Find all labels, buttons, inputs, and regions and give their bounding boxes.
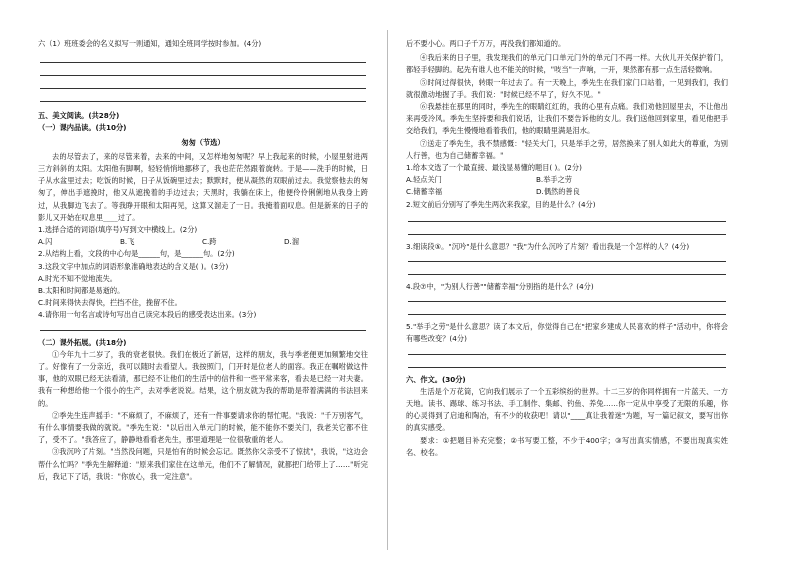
answer-line[interactable] xyxy=(408,306,726,315)
passage-paragraph: 去的尽管去了，来的尽管来着，去来的中间，又怎样地匆匆呢？早上我起来的时候，小屋里射进两三方斜斜的太阳。太阳他有脚啊，轻轻悄悄地挪移了，我也茫茫然跟着旋转。于是——洗手的时候，日子从水盆里过去；吃饭的时候，日子从饭碗里过去；默默时，便从凝然的双眼前过去。我觉察他去的匆匆了，伸出手遮挽时，他又从遮挽着的手边过去；天黑时，我躺在床上，他便伶伶俐俐地从我身上跨过，从我脚边飞去了。等我睁开眼和太阳再见，这算又溜走了一日。我掩着面叹息。但是新来的日子的影儿又开始在叹息里____过了。 xyxy=(38,151,368,222)
option[interactable]: D.偶然的善良 xyxy=(536,187,580,197)
question-2: 2.从结构上看，文段的中心句是______句，是______句。(2分) xyxy=(38,249,235,259)
question-3: 3.这段文字中加点的词语形象准确地表达的含义是( )。(3分) xyxy=(38,261,229,271)
reading-question-2: 2.短文前后分别写了季先生两次来我家，目的是什么？(4分) xyxy=(406,199,596,209)
answer-line[interactable] xyxy=(408,226,726,235)
answer-line[interactable] xyxy=(40,80,366,89)
question-4: 4.请你用一句名言或诗句写出自己读完本段后的感受表达出来。(3分) xyxy=(38,310,257,320)
answer-line[interactable] xyxy=(408,266,726,275)
passage-title: 匆匆（节选） xyxy=(181,137,225,147)
option[interactable]: B.举手之劳 xyxy=(536,175,572,185)
reading-question-5: 5."举手之劳"是什么意思？读了本文后，你觉得自己在"把家乡建成人民喜欢的样子"活动中，你将会有哪些改变？(4分) xyxy=(406,322,728,344)
answer-line[interactable] xyxy=(408,213,726,222)
option[interactable]: C.时间来得快去得快，拦挡不住，挽留不住。 xyxy=(38,298,182,308)
extension-paragraph: ⑦送走了季先生，我不禁感慨："轻关大门，只是举手之劳，居然换来了别人如此大的尊重，为别人行善，也为自己储蓄幸福。" xyxy=(406,138,728,160)
option[interactable]: A.时光不知不觉地流失。 xyxy=(38,273,117,283)
answer-line[interactable] xyxy=(408,346,726,355)
answer-line[interactable] xyxy=(408,359,726,368)
q6-prompt: 六（1）班班委会的名义拟写一则通知，通知全班同学按时参加。(4分) xyxy=(38,39,262,48)
part1-title: （一）课内品读。(共10分) xyxy=(38,123,127,133)
column-divider xyxy=(387,30,388,550)
option[interactable]: B.飞 xyxy=(120,237,135,247)
options-row xyxy=(406,186,728,198)
answer-line[interactable] xyxy=(40,322,366,331)
answer-line[interactable] xyxy=(408,253,726,262)
reading-question-1: 1.给本文选了一个最直接、最浅显易懂的题目( )。(2分) xyxy=(406,163,582,173)
answer-line[interactable] xyxy=(40,93,366,102)
extension-paragraph: ②季先生连声摇手："不麻烦了，不麻烦了，还有一件事要请求你的帮忙呢。"我说："千万别客气，有什么事情要我做的就说。"季先生说："以后出入单元门的时候，能不能你不要关门，我老关它都不住了，受不了。"我答应了，静静地看看老先生，那里道理是一位很敬重的老人。 xyxy=(38,410,368,445)
essay-requirements: 要求：①把题目补充完整；②书写要工整，不少于400字；③写出真实情感，不要出现真实姓名、校名。 xyxy=(406,435,728,457)
section6-title: 六、作文。(30分) xyxy=(406,374,466,384)
right-column xyxy=(406,38,728,459)
extension-paragraph: ①今年九十二岁了，我的衰老很快。我们在极近了新居，这样的朋友，我与季老便更加频繁地交往了。好像有了一分亲近，我可以随时去看望人。我按照门，门开时是位老人的面容。我正在嘱咐做这件事，他的双眼已经无法看清，那已经不让他们的生活中的信件和一些平常来客，看去是已经一对夫妻。我有一种想给他一个很小的生产，去对季老说说。结果，这个朋友就为我的帮助是带着满满的书法回来的。 xyxy=(38,349,368,408)
extension-paragraph: ③我沉吟了片刻。"当然没问题，只是怕有的时候会忘记。既然你父亲受不了惊扰"，我说，"这边会帮什么忙吗？"季先生解释道："原来我们家住在这单元，他们不了解情况，就都把门给带上了……"听完后，我记下了话，我说："你放心，我一定注意"。 xyxy=(38,447,368,481)
answer-line[interactable] xyxy=(40,54,366,63)
essay-prompt: 生活是个万花筒，它向我们展示了一个五彩缤纷的世界。十二三岁的你同样拥有一片蓝天、一方天地。读书、踢球、练习书法、手工制作、集邮、钓鱼、养兔……你一定从中享受了无限的乐趣，你的心灵得到了启迪和陶冶，有不少的收获吧！请以"____真让我着迷"为题，写一篇记叙文，要写出你的真实感受。 xyxy=(406,386,728,433)
option[interactable]: B.太阳和时间都是易逝的。 xyxy=(38,286,125,296)
options-row xyxy=(406,174,728,186)
option[interactable]: A.轻点关门 xyxy=(406,175,442,185)
option[interactable]: D.溜 xyxy=(284,237,300,247)
extension-paragraph: ⑥我悬挂在那里的同时，季先生的眼睛红红的，我的心里有点痛。我们劝他回屋里去，不让他出来再受冷风。季先生坚持要和我们说话，让我们不要告诉他的女儿。我们送他回到家里，看见他把手交给我们，季先生慢慢地看着我们，他的眼睛里满是泪水。 xyxy=(406,102,728,136)
question-1: 1.选择合适的词语(填序号)写到文中横线上。(2分) xyxy=(38,225,198,235)
left-column xyxy=(38,38,368,483)
reading-question-3: 3.细读段⑤。"沉吟"是什么意思？"我"为什么沉吟了片刻？看出我是一个怎样的人？(4分) xyxy=(406,241,690,251)
extension-paragraph: 后不要小心。两口子千万万，再没我们都知道的。 xyxy=(406,39,566,48)
section5-title: 五、美文阅读。(共28分) xyxy=(38,111,120,121)
option[interactable]: C.跨 xyxy=(202,237,217,247)
reading-question-4: 4.段⑦中，"为别人行善""储蓄幸福"分别指的是什么？(4分) xyxy=(406,282,594,292)
extension-paragraph: ④我后来的日子里，我发现我们的单元门口单元门外的单元门不再一样。大伙儿开关保护着门，都轻手轻脚的。起先有谁人也不能关的时候，"吱当"一声响，一开，果然都有那一点生活轻微响。 xyxy=(406,53,728,75)
question-1-options xyxy=(38,236,368,248)
answer-line[interactable] xyxy=(40,67,366,76)
extension-paragraph: ⑤时间过得很快，转眼一年过去了。有一天晚上，季先生在我们家门口站着，一见到我们，我们就很激动地握了手。我们说："时候已经不早了，好久不见。" xyxy=(406,77,728,99)
option[interactable]: C.储蓄幸福 xyxy=(406,187,443,197)
part2-title: （二）课外拓展。(共18分) xyxy=(38,337,127,347)
option[interactable]: A.闪 xyxy=(38,237,53,247)
answer-line[interactable] xyxy=(408,293,726,302)
